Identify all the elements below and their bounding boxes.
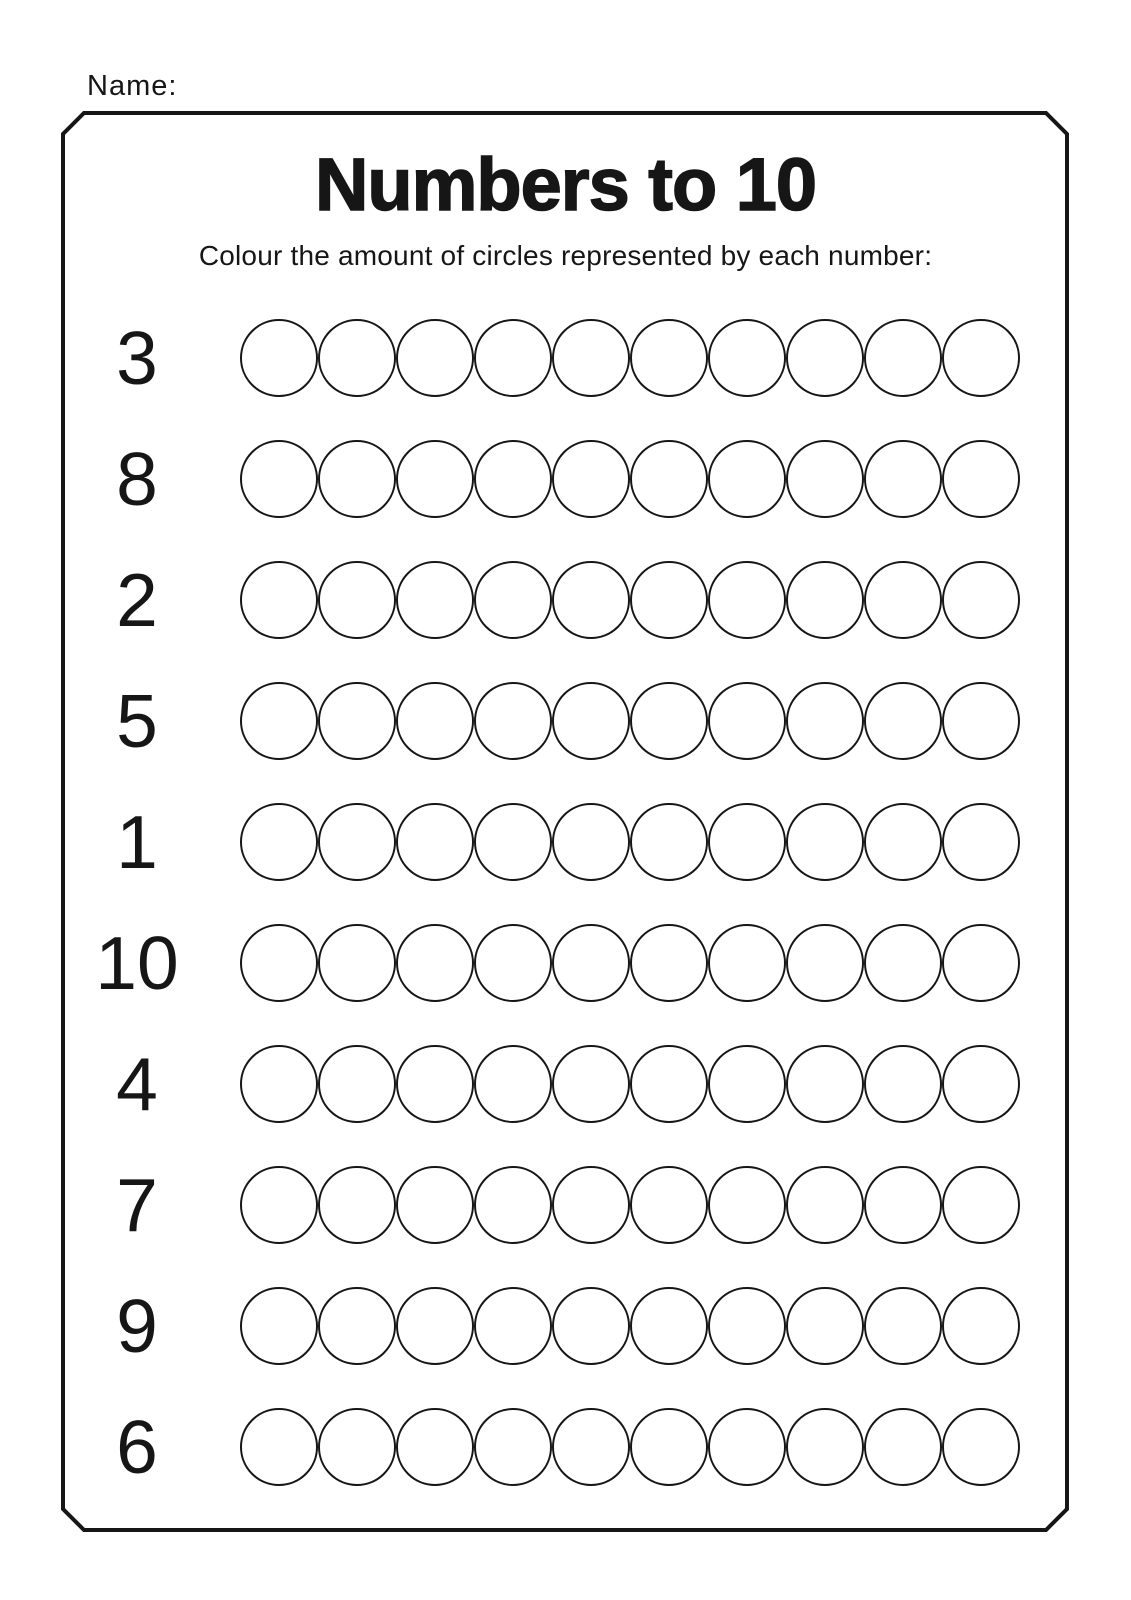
colorable-circle[interactable] — [240, 440, 318, 518]
colorable-circle[interactable] — [708, 1045, 786, 1123]
colorable-circle[interactable] — [240, 682, 318, 760]
colorable-circle[interactable] — [942, 440, 1020, 518]
colorable-circle[interactable] — [630, 803, 708, 881]
colorable-circle[interactable] — [630, 561, 708, 639]
colorable-circle[interactable] — [786, 440, 864, 518]
colorable-circle[interactable] — [474, 803, 552, 881]
colorable-circle[interactable] — [630, 440, 708, 518]
colorable-circle[interactable] — [318, 440, 396, 518]
worksheet-row — [0, 800, 1131, 884]
colorable-circle[interactable] — [396, 682, 474, 760]
colorable-circle[interactable] — [396, 440, 474, 518]
colorable-circle[interactable] — [942, 561, 1020, 639]
colorable-circle[interactable] — [864, 1166, 942, 1244]
circles-group — [240, 803, 1020, 881]
colorable-circle[interactable] — [786, 561, 864, 639]
colorable-circle[interactable] — [474, 319, 552, 397]
colorable-circle[interactable] — [708, 924, 786, 1002]
colorable-circle[interactable] — [396, 1166, 474, 1244]
colorable-circle[interactable] — [318, 803, 396, 881]
colorable-circle[interactable] — [864, 561, 942, 639]
colorable-circle[interactable] — [630, 319, 708, 397]
colorable-circle[interactable] — [240, 924, 318, 1002]
colorable-circle[interactable] — [240, 319, 318, 397]
circles-group — [240, 319, 1020, 397]
page-title: Numbers to 10 — [314, 143, 817, 226]
colorable-circle[interactable] — [552, 682, 630, 760]
colorable-circle[interactable] — [396, 924, 474, 1002]
colorable-circle[interactable] — [864, 440, 942, 518]
colorable-circle[interactable] — [474, 1166, 552, 1244]
colorable-circle[interactable] — [552, 1287, 630, 1365]
colorable-circle[interactable] — [396, 319, 474, 397]
colorable-circle[interactable] — [396, 1408, 474, 1486]
circles-group — [240, 1287, 1020, 1365]
colorable-circle[interactable] — [864, 1045, 942, 1123]
colorable-circle[interactable] — [474, 1045, 552, 1123]
colorable-circle[interactable] — [786, 319, 864, 397]
colorable-circle[interactable] — [708, 319, 786, 397]
colorable-circle[interactable] — [786, 1045, 864, 1123]
colorable-circle[interactable] — [786, 1408, 864, 1486]
row-number: 7 — [116, 1163, 158, 1247]
colorable-circle[interactable] — [942, 682, 1020, 760]
colorable-circle[interactable] — [630, 1166, 708, 1244]
colorable-circle[interactable] — [708, 1287, 786, 1365]
colorable-circle[interactable] — [474, 1287, 552, 1365]
colorable-circle[interactable] — [396, 803, 474, 881]
colorable-circle[interactable] — [942, 1166, 1020, 1244]
colorable-circle[interactable] — [630, 1408, 708, 1486]
circles-group — [240, 924, 1020, 1002]
colorable-circle[interactable] — [240, 1287, 318, 1365]
colorable-circle[interactable] — [396, 1045, 474, 1123]
row-number: 4 — [116, 1042, 158, 1126]
colorable-circle[interactable] — [474, 924, 552, 1002]
colorable-circle[interactable] — [708, 1408, 786, 1486]
worksheet-row — [0, 1042, 1131, 1126]
colorable-circle[interactable] — [552, 319, 630, 397]
colorable-circle[interactable] — [318, 1045, 396, 1123]
colorable-circle[interactable] — [864, 682, 942, 760]
colorable-circle[interactable] — [552, 1408, 630, 1486]
name-label: Name: — [87, 70, 178, 102]
colorable-circle[interactable] — [786, 803, 864, 881]
colorable-circle[interactable] — [942, 924, 1020, 1002]
colorable-circle[interactable] — [630, 1045, 708, 1123]
colorable-circle[interactable] — [240, 1045, 318, 1123]
row-number: 9 — [116, 1284, 158, 1368]
colorable-circle[interactable] — [630, 682, 708, 760]
row-number: 1 — [116, 800, 158, 884]
circles-group — [240, 1408, 1020, 1486]
colorable-circle[interactable] — [240, 803, 318, 881]
colorable-circle[interactable] — [318, 319, 396, 397]
colorable-circle[interactable] — [708, 803, 786, 881]
colorable-circle[interactable] — [864, 924, 942, 1002]
row-number: 10 — [95, 921, 179, 1005]
colorable-circle[interactable] — [864, 1408, 942, 1486]
worksheet-row — [0, 437, 1131, 521]
row-number: 2 — [116, 558, 158, 642]
colorable-circle[interactable] — [864, 1287, 942, 1365]
colorable-circle[interactable] — [942, 319, 1020, 397]
colorable-circle[interactable] — [396, 1287, 474, 1365]
colorable-circle[interactable] — [318, 561, 396, 639]
colorable-circle[interactable] — [786, 1287, 864, 1365]
colorable-circle[interactable] — [474, 682, 552, 760]
colorable-circle[interactable] — [786, 682, 864, 760]
row-number: 5 — [116, 679, 158, 763]
row-number: 8 — [116, 437, 158, 521]
colorable-circle[interactable] — [864, 803, 942, 881]
colorable-circle[interactable] — [396, 561, 474, 639]
circles-group — [240, 682, 1020, 760]
row-number: 6 — [116, 1405, 158, 1489]
colorable-circle[interactable] — [240, 561, 318, 639]
colorable-circle[interactable] — [552, 440, 630, 518]
colorable-circle[interactable] — [864, 319, 942, 397]
colorable-circle[interactable] — [942, 803, 1020, 881]
colorable-circle[interactable] — [552, 1045, 630, 1123]
colorable-circle[interactable] — [942, 1045, 1020, 1123]
colorable-circle[interactable] — [474, 1408, 552, 1486]
colorable-circle[interactable] — [708, 1166, 786, 1244]
colorable-circle[interactable] — [552, 803, 630, 881]
colorable-circle[interactable] — [942, 1287, 1020, 1365]
worksheet-row — [0, 921, 1131, 1005]
circles-group — [240, 561, 1020, 639]
colorable-circle[interactable] — [708, 561, 786, 639]
colorable-circle[interactable] — [942, 1408, 1020, 1486]
colorable-circle[interactable] — [318, 1166, 396, 1244]
colorable-circle[interactable] — [552, 1166, 630, 1244]
colorable-circle[interactable] — [474, 440, 552, 518]
colorable-circle[interactable] — [318, 924, 396, 1002]
circles-group — [240, 1045, 1020, 1123]
colorable-circle[interactable] — [240, 1408, 318, 1486]
worksheet-row — [0, 1163, 1131, 1247]
colorable-circle[interactable] — [708, 440, 786, 518]
colorable-circle[interactable] — [318, 1408, 396, 1486]
circles-group — [240, 440, 1020, 518]
worksheet-row — [0, 1405, 1131, 1489]
colorable-circle[interactable] — [240, 1166, 318, 1244]
colorable-circle[interactable] — [474, 561, 552, 639]
colorable-circle[interactable] — [552, 924, 630, 1002]
colorable-circle[interactable] — [786, 924, 864, 1002]
circles-group — [240, 1166, 1020, 1244]
worksheet-row — [0, 316, 1131, 400]
worksheet-row — [0, 558, 1131, 642]
colorable-circle[interactable] — [318, 682, 396, 760]
row-number: 3 — [116, 316, 158, 400]
colorable-circle[interactable] — [708, 682, 786, 760]
colorable-circle[interactable] — [552, 561, 630, 639]
colorable-circle[interactable] — [630, 1287, 708, 1365]
worksheet-row — [0, 1284, 1131, 1368]
instructions-text: Colour the amount of circles represented by each number: — [198, 240, 933, 271]
worksheet-row — [0, 679, 1131, 763]
colorable-circle[interactable] — [630, 924, 708, 1002]
colorable-circle[interactable] — [786, 1166, 864, 1244]
colorable-circle[interactable] — [318, 1287, 396, 1365]
